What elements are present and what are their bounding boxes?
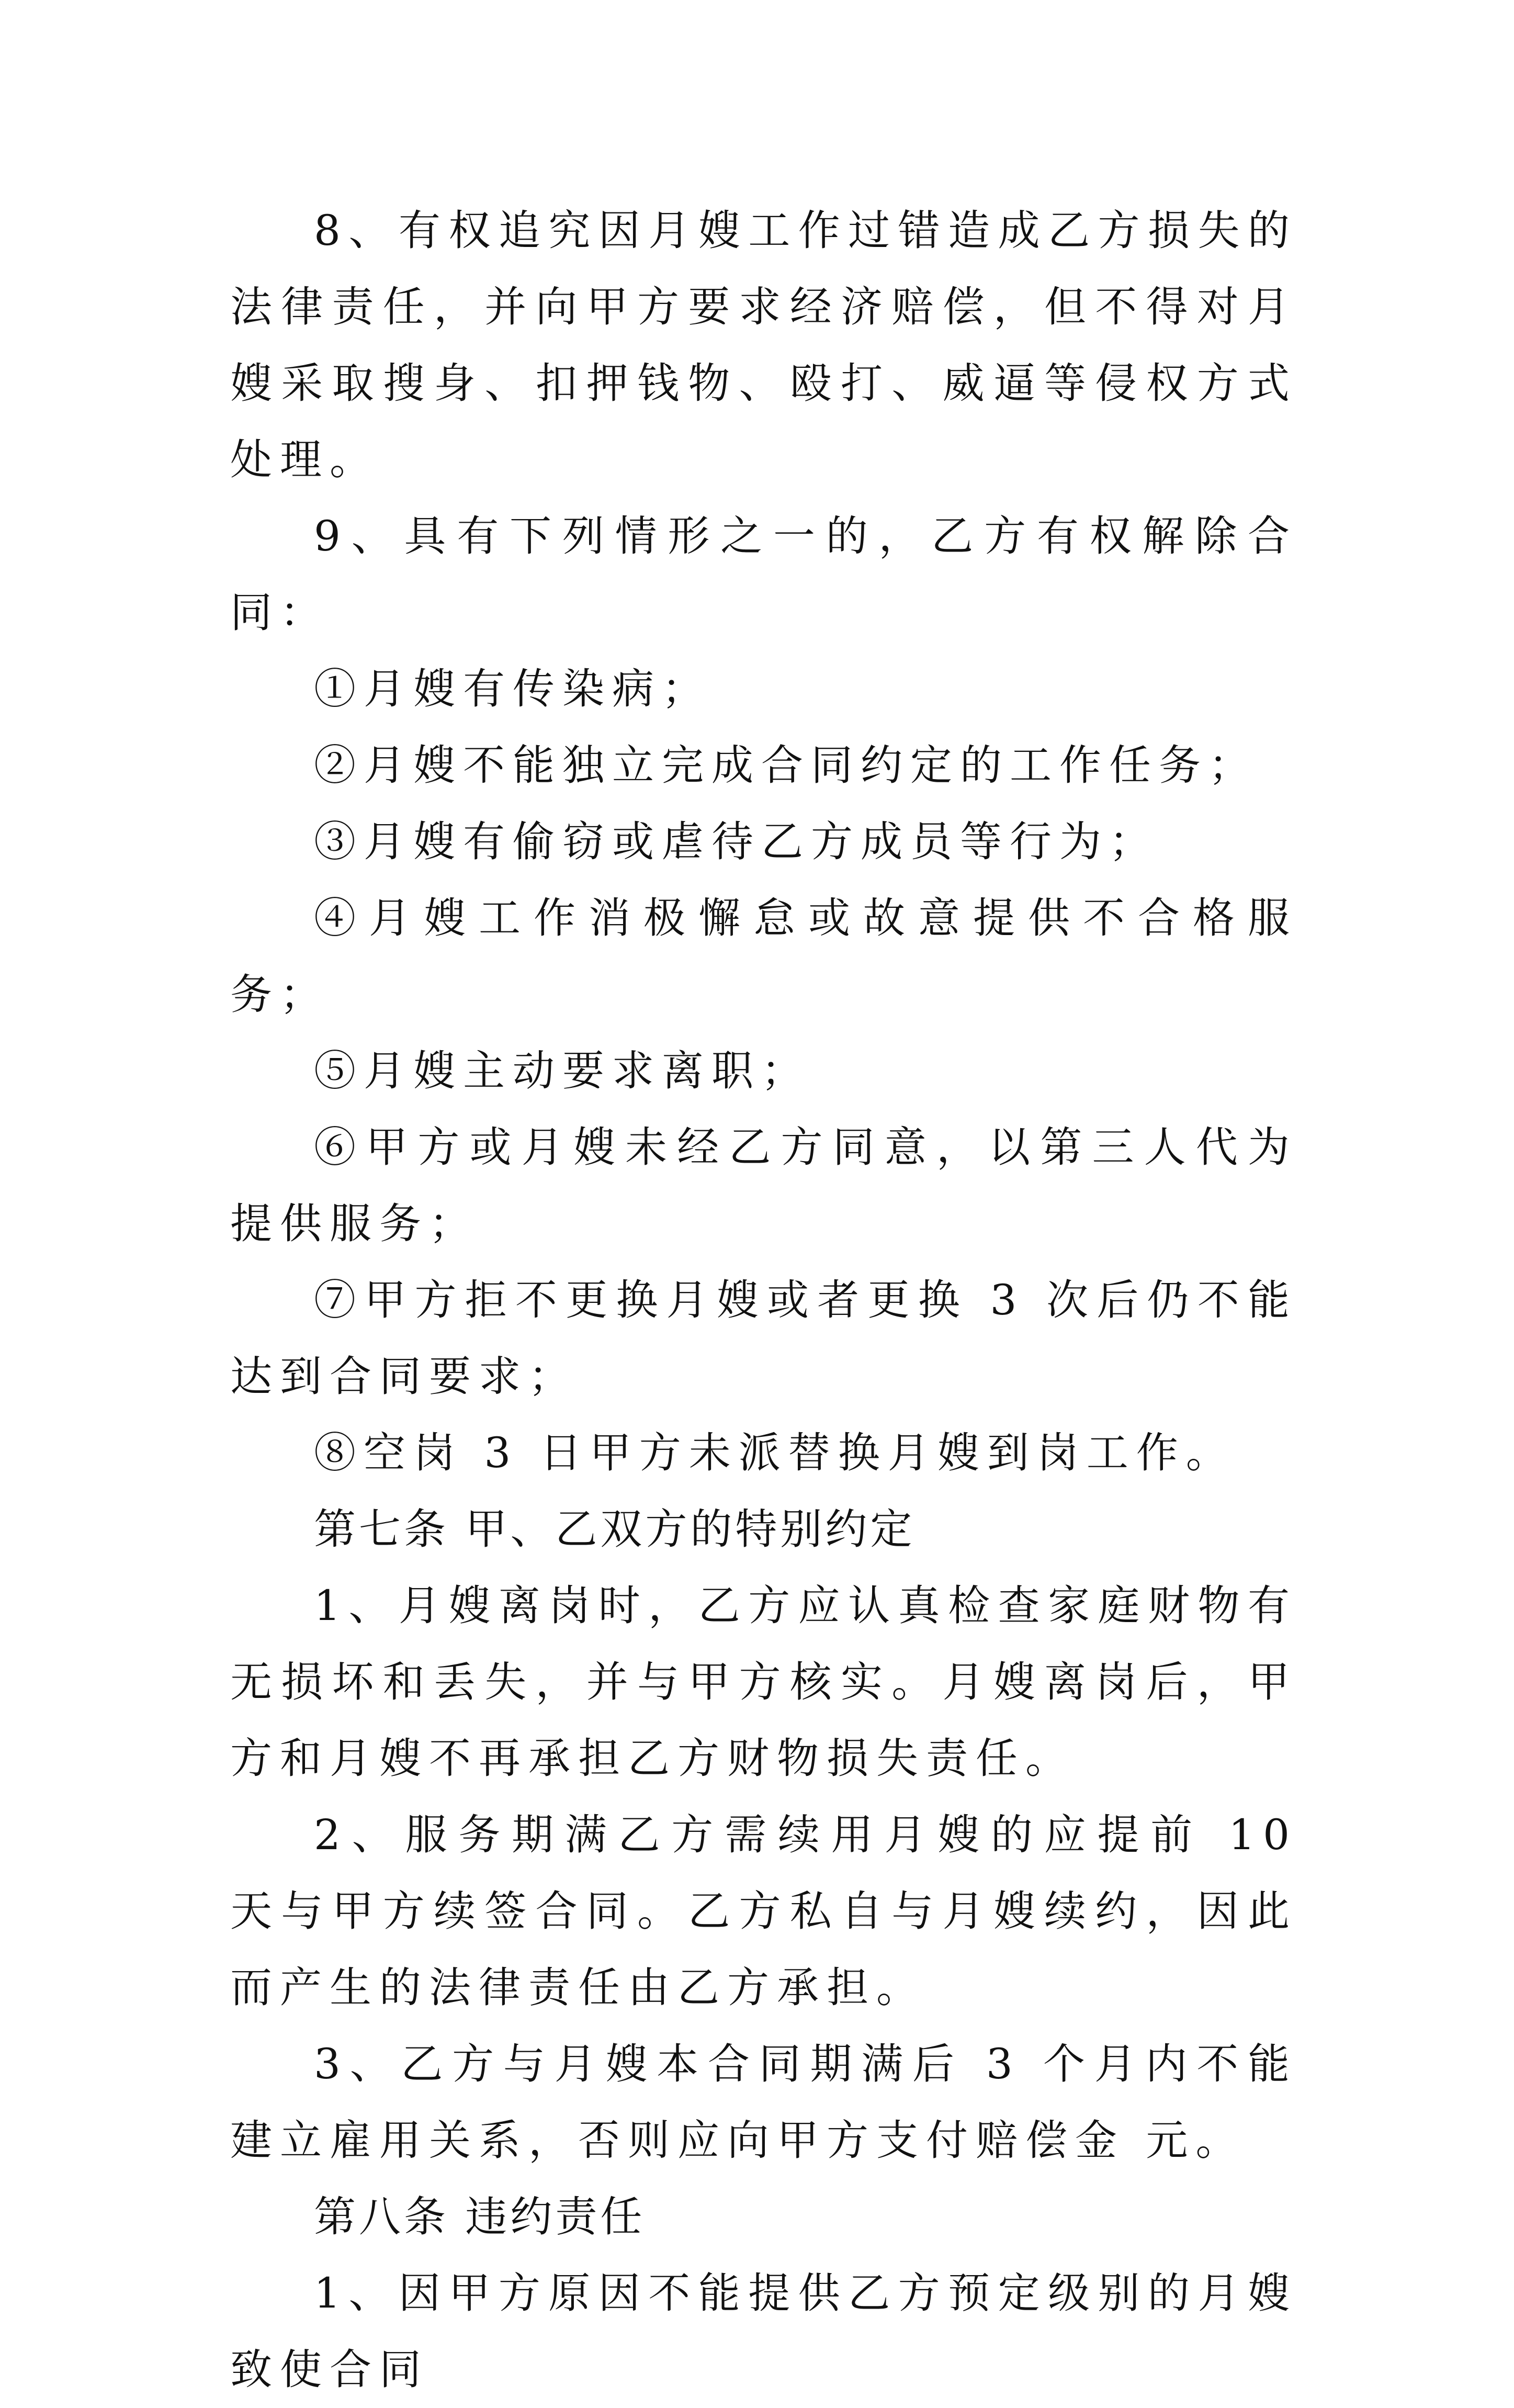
article-7-heading: 第七条 甲、乙双方的特别约定 <box>314 1505 916 1554</box>
list-item-5: ⑤月嫂主动要求离职； <box>314 1047 811 1095</box>
list-item-8: ⑧空岗 3 日甲方未派替换月嫂到岗工作。 <box>314 1428 1236 1477</box>
list-item-2: ②月嫂不能独立完成合同约定的工作任务； <box>314 741 1258 790</box>
article-8-heading: 第八条 违约责任 <box>314 2192 646 2241</box>
article-7-clause-1: 1、月嫂离岗时，乙方应认真检查家庭财物有无损坏和丢失，并与甲方核实。月嫂离岗后，甲方和月嫂不再承担乙方财物损失责任。 <box>230 1581 1297 1783</box>
document-body <box>230 193 1297 2408</box>
clause-8-paragraph: 8、有权追究因月嫂工作过错造成乙方损失的法律责任，并向甲方要求经济赔偿，但不得对月嫂采取搜身、扣押钱物、殴打、威逼等侵权方式处理。 <box>230 206 1297 484</box>
list-item-7: ⑦甲方拒不更换月嫂或者更换 3 次后仍不能达到合同要求； <box>230 1276 1297 1401</box>
list-item-3: ③月嫂有偷窃或虐待乙方成员等行为； <box>314 817 1159 866</box>
list-item-1: ①月嫂有传染病； <box>314 665 711 713</box>
article-7-clause-3: 3、乙方与月嫂本合同期满后 3 个月内不能建立雇用关系，否则应向甲方支付赔偿金 元。 <box>230 2040 1297 2165</box>
article-8-clause-1: 1、因甲方原因不能提供乙方预定级别的月嫂致使合同 <box>230 2269 1297 2394</box>
list-item-4: ④月嫂工作消极懈怠或故意提供不合格服务； <box>230 894 1297 1019</box>
article-7-clause-2: 2、服务期满乙方需续用月嫂的应提前 10 天与甲方续签合同。乙方私自与月嫂续约，因此而产生的法律责任由乙方承担。 <box>230 1810 1297 2012</box>
clause-9-paragraph: 9、具有下列情形之一的，乙方有权解除合同： <box>230 512 1297 637</box>
list-item-6: ⑥甲方或月嫂未经乙方同意，以第三人代为提供服务； <box>230 1123 1297 1248</box>
